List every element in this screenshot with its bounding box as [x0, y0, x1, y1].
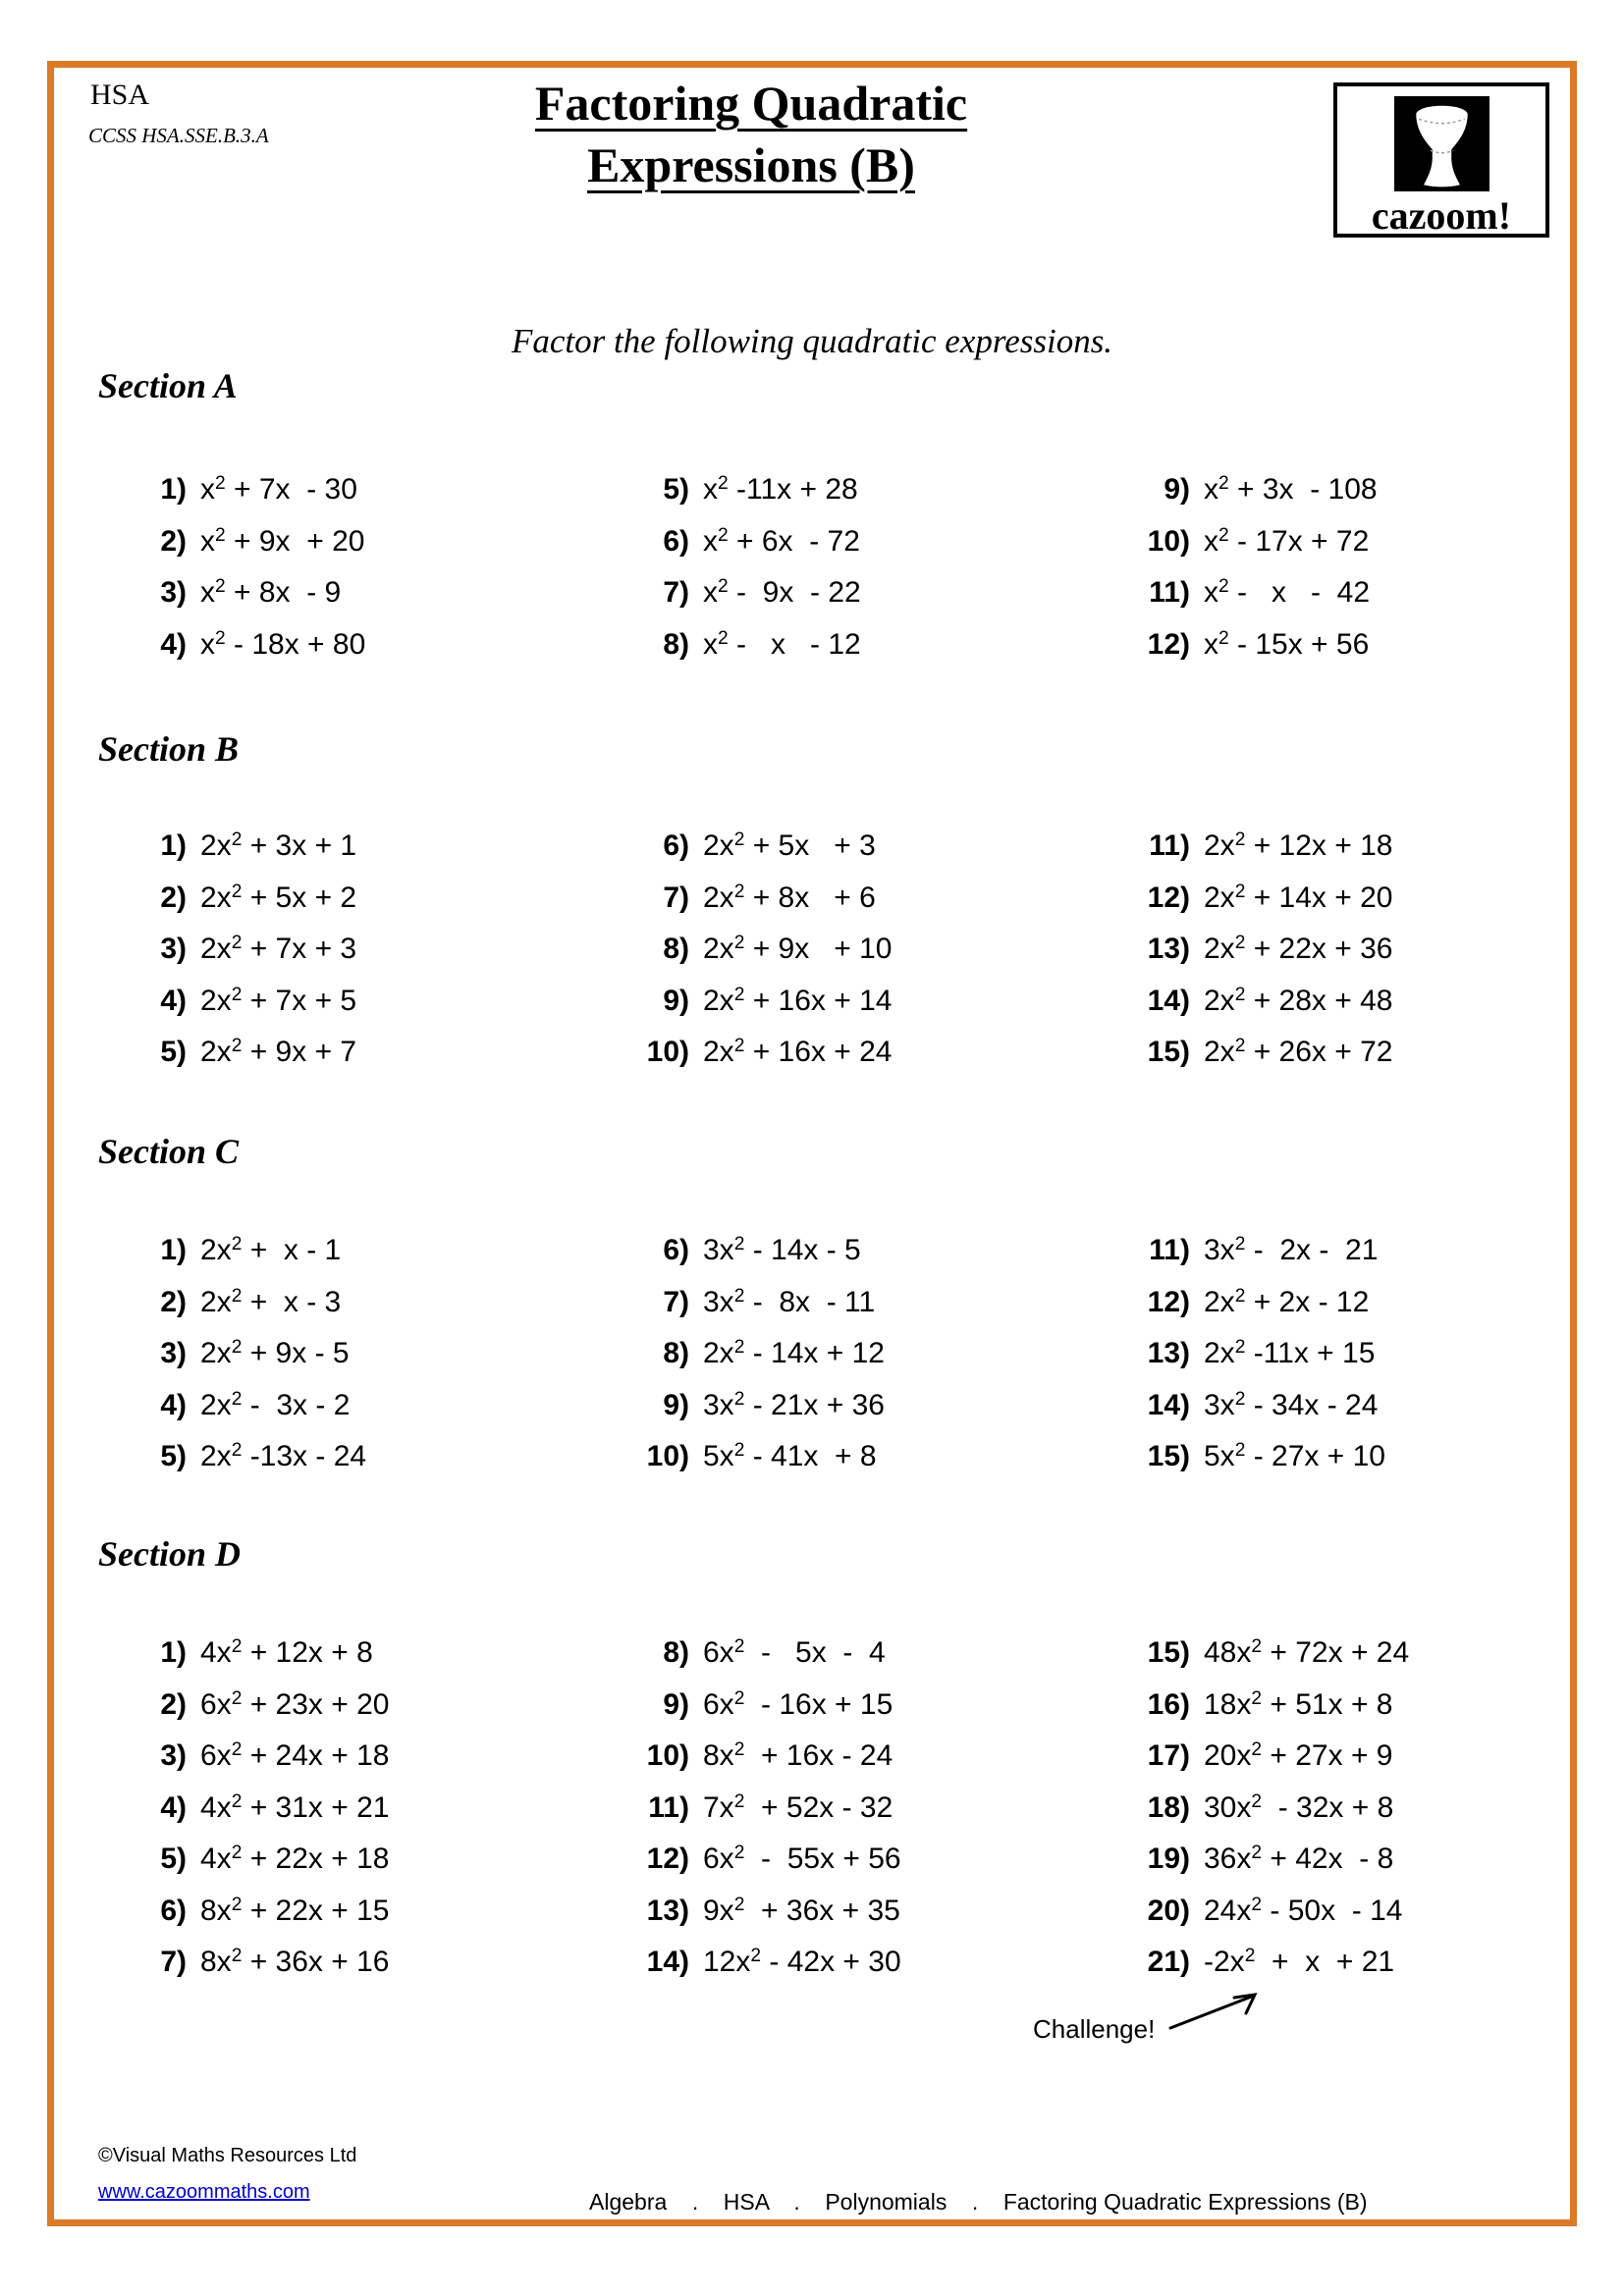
question-number: 5) — [160, 1036, 187, 1068]
question-expression: $x^2 - 18x + 80$ — [200, 627, 366, 661]
question-item — [1119, 1688, 1409, 1740]
question-item — [619, 1842, 901, 1895]
question-number: 8) — [663, 1337, 689, 1369]
question-expression: $x^2 - 17x + 72$ — [1204, 524, 1370, 558]
question-expression: $2x^2 + 2x - 12$ — [1204, 1285, 1370, 1318]
question-number: 3) — [160, 1739, 187, 1772]
worksheet-instruction: Factor the following quadratic expressions. — [511, 322, 1113, 360]
question-item — [1119, 1234, 1385, 1286]
question-expression: $2x^2 + 7x + 5$ — [200, 984, 357, 1017]
question-column — [1119, 1636, 1409, 1998]
question-expression: $8x^2 + 22x + 15$ — [200, 1894, 390, 1927]
question-expression: $2x^2 + 22x + 36$ — [1204, 933, 1393, 965]
question-number: 18) — [1147, 1790, 1190, 1824]
question-column — [619, 1636, 901, 1998]
question-item — [116, 933, 356, 985]
question-item — [116, 1234, 366, 1286]
question-item — [619, 829, 892, 881]
question-expression: $x^2$ - x - 12 — [703, 627, 861, 661]
question-expression: $2x^2 + 7x + 3$ — [200, 933, 357, 965]
question-number: 2) — [160, 881, 187, 914]
question-expression: $x^2 - 9x - 22$ — [703, 576, 861, 609]
page-title-line1: Factoring Quadratic — [534, 76, 968, 131]
question-number: 1) — [160, 1636, 187, 1669]
question-column — [1119, 1234, 1385, 1492]
question-number: 15) — [1147, 1636, 1190, 1669]
question-expression: $6x^2 + 23x + 20$ — [200, 1687, 390, 1721]
question-number: 9) — [663, 1687, 689, 1721]
question-item — [619, 1895, 901, 1947]
question-item — [1119, 985, 1392, 1037]
question-number: 1) — [160, 473, 187, 506]
question-expression: $x^2 + 6x - 72$ — [703, 524, 860, 558]
question-item — [116, 1842, 389, 1895]
question-number: 2) — [160, 1285, 187, 1318]
section-title: Section C — [98, 1132, 240, 1171]
question-item — [619, 1337, 885, 1389]
question-number: 4) — [160, 984, 187, 1017]
question-expression: $3x^2 - 8x - 11$ — [703, 1285, 876, 1318]
question-expression: $-2x^2 + x + 21$ — [1204, 1946, 1395, 1978]
question-item — [1119, 473, 1378, 525]
question-item — [1119, 1036, 1392, 1088]
question-expression: $2x^2 + x - 3$ — [200, 1285, 342, 1318]
question-column — [619, 473, 861, 679]
question-item — [116, 829, 356, 881]
question-item — [1119, 1389, 1385, 1441]
question-expression: $5x^2 - 27x + 10$ — [1204, 1440, 1385, 1472]
question-expression: $6x^2 - 55x + 56$ — [703, 1842, 901, 1875]
section-title: Section B — [98, 729, 240, 769]
question-item — [619, 628, 861, 680]
question-item — [619, 1791, 901, 1843]
question-item — [116, 628, 365, 680]
section-title: Section A — [98, 366, 238, 405]
question-number: 7) — [663, 576, 689, 609]
breadcrumb: Algebra . HSA . Polynomials . Factoring Quadratic Expressions (B) — [589, 2189, 1368, 2215]
course-code: HSA — [90, 79, 150, 111]
question-column — [1119, 473, 1378, 679]
question-expression: $2x^2 + 16x + 14$ — [703, 984, 893, 1017]
question-expression: $4x^2 + 22x + 18$ — [200, 1842, 390, 1875]
ccss-standard: CCSS HSA.SSE.B.3.A — [88, 124, 269, 147]
question-item — [1119, 1842, 1409, 1895]
question-expression: $3x^2 - 2x - 21$ — [1204, 1234, 1379, 1266]
question-number: 16) — [1147, 1687, 1190, 1721]
question-expression: $x^2 + 8x - 9$ — [200, 576, 342, 609]
question-expression: $7x^2 + 52x - 32$ — [703, 1790, 893, 1824]
question-number: 14) — [1147, 984, 1190, 1017]
question-number: 9) — [663, 984, 689, 1017]
question-number: 10) — [646, 1440, 689, 1472]
question-number: 10) — [646, 1036, 689, 1068]
question-number: 10) — [646, 1739, 689, 1772]
question-number: 6) — [160, 1894, 187, 1927]
question-item — [619, 473, 861, 525]
question-item — [619, 1440, 885, 1492]
question-item — [1119, 525, 1378, 577]
question-item — [1119, 576, 1378, 628]
question-number: 4) — [160, 627, 187, 661]
question-expression: $24x^2 - 50x - 14$ — [1204, 1894, 1403, 1927]
question-item — [116, 1688, 389, 1740]
question-number: 13) — [1147, 933, 1190, 965]
question-expression: $2x^2 + 8x + 6$ — [703, 881, 876, 914]
question-item — [116, 525, 365, 577]
question-item — [619, 1036, 892, 1088]
question-number: 14) — [1147, 1388, 1190, 1421]
question-number: 12) — [1147, 881, 1190, 914]
question-number: 3) — [160, 933, 187, 965]
logo-brand-text: cazoom! — [1371, 193, 1512, 238]
question-number: 12) — [646, 1842, 689, 1875]
question-item — [116, 1946, 389, 1998]
question-item — [1119, 1636, 1409, 1688]
question-expression: $x^2 + 9x + 20$ — [200, 524, 365, 558]
question-number: 8) — [663, 933, 689, 965]
question-expression: $20x^2 + 27x + 9$ — [1204, 1739, 1393, 1772]
question-expression: $2x^2 + 9x - 5$ — [200, 1337, 350, 1369]
question-item — [116, 1337, 366, 1389]
question-item — [1119, 1791, 1409, 1843]
question-expression: $2x^2 + 16x + 24$ — [703, 1036, 893, 1068]
question-item — [116, 985, 356, 1037]
question-number: 10) — [1147, 524, 1190, 558]
question-expression: $18x^2 + 51x + 8$ — [1204, 1687, 1393, 1721]
section-b — [98, 728, 1591, 1068]
question-number: 11) — [1149, 1234, 1190, 1266]
question-expression: $2x^2 + 14x + 20$ — [1204, 881, 1393, 914]
section-c — [98, 1131, 1591, 1472]
question-number: 8) — [663, 627, 689, 661]
question-expression: $2x^2 + 5x + 3$ — [703, 829, 876, 862]
question-expression: $8x^2 + 16x - 24$ — [703, 1739, 893, 1772]
question-item — [116, 576, 365, 628]
question-number: 9) — [1164, 473, 1190, 506]
question-number: 17) — [1147, 1739, 1190, 1772]
question-number: 20) — [1147, 1894, 1190, 1927]
question-expression: $3x^2 - 21x + 36$ — [703, 1388, 885, 1421]
question-number: 11) — [1149, 829, 1190, 862]
question-number: 13) — [1147, 1337, 1190, 1369]
question-item — [116, 1636, 389, 1688]
question-number: 1) — [160, 1234, 187, 1266]
question-item — [116, 1791, 389, 1843]
question-expression: $2x^2 + x - 1$ — [200, 1234, 342, 1266]
cazoom-logo — [1333, 82, 1549, 238]
question-number: 15) — [1147, 1440, 1190, 1472]
question-item — [1119, 1337, 1385, 1389]
question-number: 11) — [1149, 576, 1190, 609]
question-column — [1119, 829, 1392, 1088]
question-item — [116, 473, 365, 525]
question-expression: $36x^2 + 42x - 8$ — [1204, 1842, 1394, 1875]
question-expression: $2x^2 + 9x + 7$ — [200, 1036, 357, 1068]
page-title-line2: Expressions (B) — [587, 137, 915, 192]
drum-icon — [1394, 96, 1489, 191]
question-item — [116, 1739, 389, 1791]
question-item — [619, 525, 861, 577]
challenge-label: Challenge! — [1033, 2014, 1156, 2044]
question-column — [116, 829, 356, 1088]
question-expression: $2x^2 + 26x + 72$ — [1204, 1036, 1393, 1068]
section-a — [98, 365, 1591, 661]
question-expression: $x^2 + 3x - 108$ — [1204, 473, 1378, 506]
question-number: 13) — [646, 1894, 689, 1927]
question-item — [619, 576, 861, 628]
question-number: 6) — [663, 829, 689, 862]
question-expression: $2x^2$ -13x - 24 — [200, 1440, 367, 1472]
question-number: 3) — [160, 576, 187, 609]
question-expression: $2x^2$ -11x + 15 — [1204, 1337, 1376, 1369]
question-item — [1119, 933, 1392, 985]
question-number: 2) — [160, 1687, 187, 1721]
question-expression: $2x^2 + 5x + 2$ — [200, 881, 357, 914]
section-title: Section D — [98, 1534, 242, 1574]
question-number: 7) — [160, 1946, 187, 1978]
question-number: 5) — [663, 473, 689, 506]
question-item — [619, 1739, 901, 1791]
question-number: 7) — [663, 881, 689, 914]
question-item — [619, 1234, 885, 1286]
question-column — [116, 1636, 389, 1998]
question-expression: $2x^2 - 3x - 2$ — [200, 1388, 351, 1421]
challenge-arrow-icon — [1164, 1983, 1273, 2037]
question-number: 12) — [1147, 1285, 1190, 1318]
page-title — [363, 73, 1139, 196]
question-expression: $8x^2 + 36x + 16$ — [200, 1946, 390, 1978]
question-expression: $x^2$ - x - 42 — [1204, 576, 1371, 609]
question-number: 21) — [1147, 1946, 1190, 1978]
question-number: 4) — [160, 1790, 187, 1824]
question-expression: $4x^2 + 12x + 8$ — [200, 1636, 373, 1669]
question-expression: $2x^2 + 12x + 18$ — [1204, 829, 1393, 862]
question-item — [1119, 1739, 1409, 1791]
question-number: 7) — [663, 1285, 689, 1318]
question-number: 15) — [1147, 1036, 1190, 1068]
question-expression: $30x^2 - 32x + 8$ — [1204, 1790, 1394, 1824]
question-number: 4) — [160, 1388, 187, 1421]
question-item — [619, 881, 892, 934]
question-expression: $x^2$ -11x + 28 — [703, 473, 858, 506]
question-item — [1119, 881, 1392, 934]
question-expression: $2x^2 + 9x + 10$ — [703, 933, 893, 965]
question-item — [1119, 628, 1378, 680]
question-item — [116, 1895, 389, 1947]
question-expression: $6x^2 - 16x + 15$ — [703, 1687, 893, 1721]
question-item — [619, 1636, 901, 1688]
question-item — [619, 1389, 885, 1441]
question-expression: $2x^2 - 14x + 12$ — [703, 1337, 885, 1369]
question-number: 8) — [663, 1636, 689, 1669]
question-number: 2) — [160, 524, 187, 558]
question-expression: $3x^2 - 34x - 24$ — [1204, 1388, 1379, 1421]
question-expression: $x^2 + 7x - 30$ — [200, 473, 357, 506]
question-number: 5) — [160, 1842, 187, 1875]
question-item — [1119, 829, 1392, 881]
question-item — [619, 1286, 885, 1338]
question-item — [116, 1286, 366, 1338]
question-expression: $4x^2 + 31x + 21$ — [200, 1790, 390, 1824]
question-item — [116, 881, 356, 934]
question-expression: $6x^2 + 24x + 18$ — [200, 1739, 390, 1772]
copyright-text: ©Visual Maths Resources Ltd — [98, 2145, 357, 2166]
question-expression: $48x^2 + 72x + 24$ — [1204, 1636, 1410, 1669]
question-number: 19) — [1147, 1842, 1190, 1875]
question-number: 11) — [648, 1790, 689, 1824]
question-number: 5) — [160, 1440, 187, 1472]
section-d — [98, 1533, 1591, 1978]
question-item — [116, 1389, 366, 1441]
question-expression: $12x^2 - 42x + 30$ — [703, 1946, 901, 1978]
question-item — [619, 1688, 901, 1740]
question-expression: $6x^2 - 5x - 4$ — [703, 1636, 886, 1669]
question-expression: $2x^2 + 3x + 1$ — [200, 829, 357, 862]
question-expression: $5x^2 - 41x + 8$ — [703, 1440, 877, 1472]
question-expression: $x^2 - 15x + 56$ — [1204, 627, 1370, 661]
question-expression: $3x^2 - 14x - 5$ — [703, 1234, 861, 1266]
question-item — [1119, 1440, 1385, 1492]
question-item — [1119, 1286, 1385, 1338]
website-link[interactable]: www.cazoommaths.com — [98, 2181, 310, 2203]
question-item — [1119, 1895, 1409, 1947]
question-expression: $2x^2 + 28x + 48$ — [1204, 984, 1393, 1017]
question-column — [619, 829, 892, 1088]
question-expression: $9x^2 + 36x + 35$ — [703, 1894, 900, 1927]
question-column — [619, 1234, 885, 1492]
question-item — [116, 1036, 356, 1088]
question-number: 12) — [1147, 627, 1190, 661]
question-number: 14) — [646, 1946, 689, 1978]
question-item — [619, 933, 892, 985]
question-item — [619, 985, 892, 1037]
question-item — [116, 1440, 366, 1492]
question-column — [116, 1234, 366, 1492]
question-number: 6) — [663, 1234, 689, 1266]
question-number: 9) — [663, 1388, 689, 1421]
question-number: 1) — [160, 829, 187, 862]
question-number: 6) — [663, 524, 689, 558]
question-number: 3) — [160, 1337, 187, 1369]
question-item — [619, 1946, 901, 1998]
question-column — [116, 473, 365, 679]
